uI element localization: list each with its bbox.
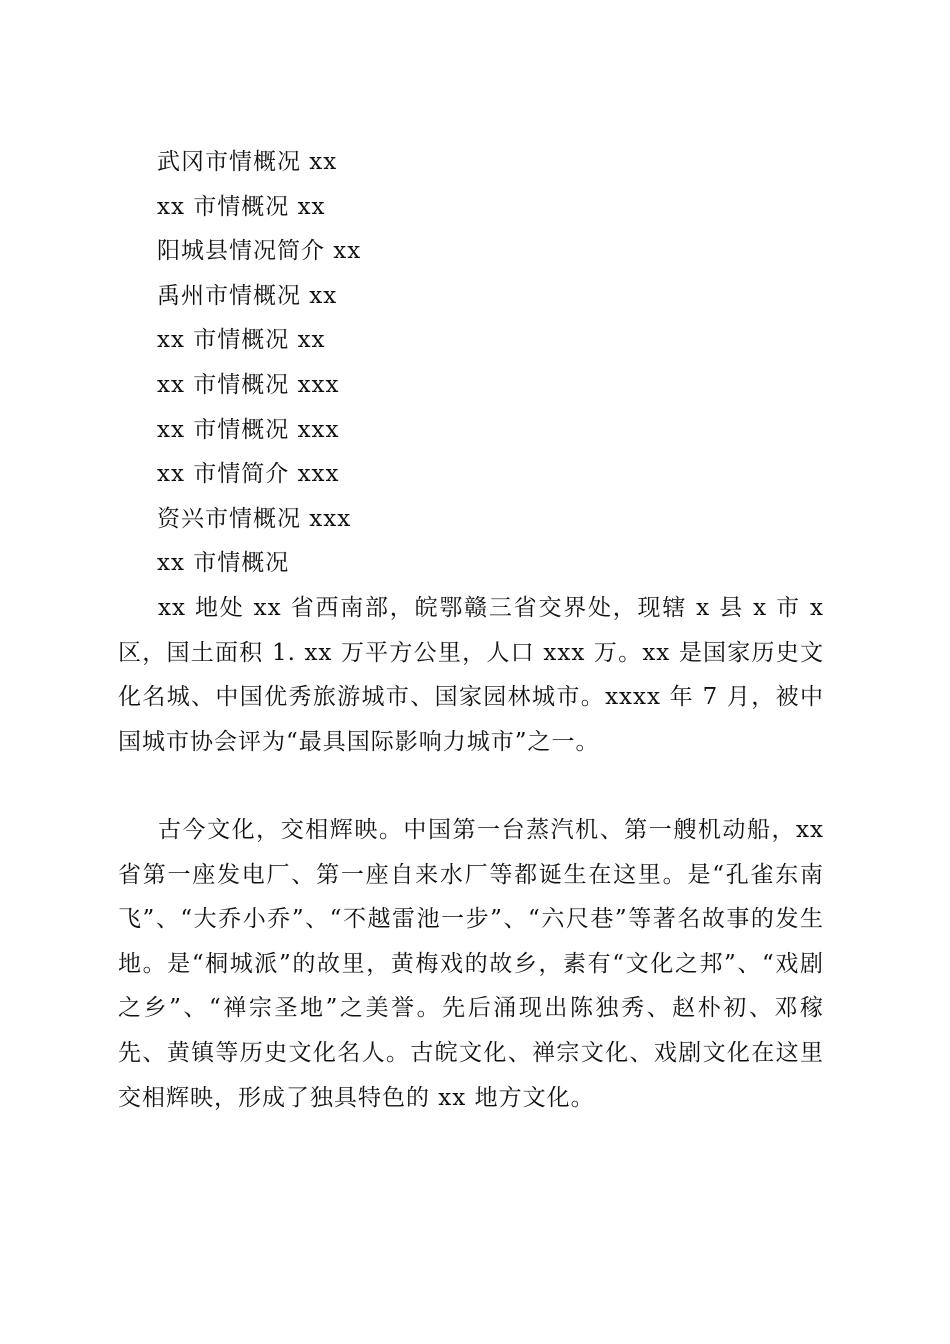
intro-paragraph-block	[118, 586, 824, 764]
toc-item: xx 市情概况 xx	[157, 193, 326, 220]
toc-item: xx 市情概况 xxx	[157, 416, 340, 443]
toc-item: xx 市情概况 xx	[157, 327, 326, 354]
culture-paragraph-block	[118, 808, 824, 1120]
toc-item: xx 市情概况 xxx	[157, 371, 340, 398]
toc-item: 武冈市情概况 xx	[157, 149, 338, 175]
toc-item: xx 市情简介 xxx	[157, 461, 340, 488]
toc-item: xx 市情概况	[157, 550, 290, 577]
toc-item: 资兴市情概况 xxx	[157, 505, 352, 532]
table-of-contents	[157, 140, 361, 586]
toc-item: 阳城县情况简介 xx	[157, 238, 362, 265]
intro-paragraph: xx 地处 xx 省西南部，皖鄂赣三省交界处，现辖 x 县 x 市 x 区，国土面积 1. xx 万平方公里，人口 xxx 万。xx 是国家历史文化名城、中国优秀旅游城市、国家园林城市。xxxx 年 7 月，被中国城市协会评为“最具国际影响力城市”之一。	[118, 595, 824, 755]
culture-paragraph: 古今文化，交相辉映。中国第一台蒸汽机、第一艘机动船，xx 省第一座发电厂、第一座自来水厂等都诞生在这里。是“孔雀东南飞”、“大乔小乔”、“不越雷池一步”、“六尺巷”等著名故事的发生地。是“桐城派”的故里，黄梅戏的故乡，素有“文化之邦”、“戏剧之乡”、“禅宗圣地”之美誉。先后涌现出陈独秀、赵朴初、邓稼先、黄镇等历史文化名人。古皖文化、禅宗文化、戏剧文化在这里交相辉映，形成了独具特色的 xx 地方文化。	[118, 817, 824, 1111]
toc-item: 禹州市情概况 xx	[157, 282, 338, 309]
